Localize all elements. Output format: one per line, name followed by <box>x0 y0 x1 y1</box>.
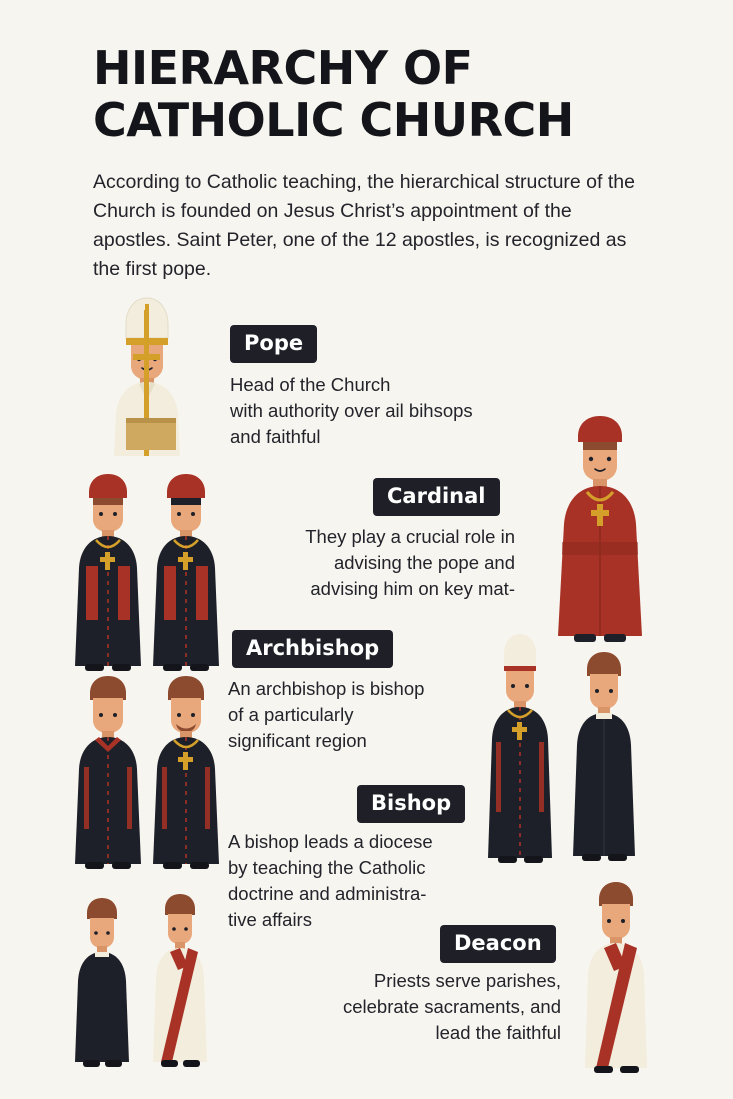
label-pope: Pope <box>230 325 317 363</box>
description-archbishop-line1: An archbishop is bishop <box>228 678 425 699</box>
label-deacon: Deacon <box>440 925 556 963</box>
bishop-figure-2 <box>560 648 648 860</box>
description-pope-line1: Head of the Church <box>230 374 391 395</box>
intro-paragraph: According to Catholic teaching, the hierarchical structure of the Church is founded on Jesus Christ’s appointment of the apostles. Saint Peter, one of the 12 apostles, is recognized as the first pope. <box>93 171 635 280</box>
description-bishop-line1: A bishop leads a diocese <box>228 831 433 852</box>
description-cardinal <box>245 524 515 602</box>
description-pope-line2: with authority over ail bihsops <box>230 400 473 421</box>
description-cardinal-line3: advising him on key mat- <box>310 578 515 599</box>
deacon-figure-2 <box>140 890 220 1066</box>
deacon-figure-1 <box>62 894 142 1066</box>
label-cardinal: Cardinal <box>373 478 500 516</box>
page-title-line2: CATHOLIC CHURCH <box>93 93 574 147</box>
description-bishop <box>228 829 478 933</box>
description-bishop-line3: doctrine and administra- <box>228 883 427 904</box>
description-cardinal-line1: They play a crucial role in <box>305 526 515 547</box>
description-pope <box>230 372 510 450</box>
description-archbishop-line2: of a particularly <box>228 704 354 725</box>
description-archbishop-line3: significant region <box>228 730 367 751</box>
description-pope-line3: and faithful <box>230 426 321 447</box>
cardinal-figure-2 <box>140 470 232 670</box>
description-deacon-line1: Priests serve parishes, <box>373 970 561 991</box>
pope-figure <box>82 296 212 456</box>
bishop-figure-1 <box>476 632 564 862</box>
deacon-figure-3 <box>570 878 662 1072</box>
description-deacon-line2: celebrate sacraments, and <box>342 996 561 1017</box>
page-title <box>93 42 653 146</box>
label-bishop: Bishop <box>357 785 465 823</box>
description-bishop-line2: by teaching the Catholic <box>228 857 426 878</box>
archbishop-figure-2 <box>140 672 232 868</box>
description-deacon-line3: lead the faithful <box>435 1022 561 1043</box>
description-archbishop <box>228 676 508 754</box>
description-bishop-line4: tive affairs <box>228 909 312 930</box>
label-archbishop: Archbishop <box>232 630 393 668</box>
cardinal-figure-3 <box>540 412 660 642</box>
description-deacon <box>275 968 561 1046</box>
description-cardinal-line2: advising the pope and <box>333 552 515 573</box>
page-title-line1: HIERARCHY OF <box>93 41 473 95</box>
